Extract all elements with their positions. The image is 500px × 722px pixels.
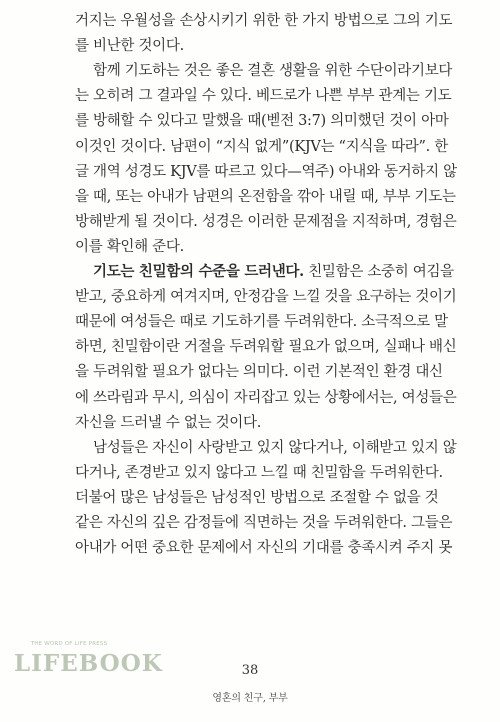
- text-line: [93, 260, 454, 284]
- line-remainder: 친밀함은 소중히 여김을: [303, 264, 454, 280]
- text-line: 는 오히려 그 결과일 수 있다. 베드로가 나쁜 부부 관계는 기도: [75, 88, 452, 105]
- text-line: 를 비난한 것이다.: [75, 38, 184, 55]
- watermark-tagline: THE WORD OF LIFE PRESS: [30, 641, 108, 647]
- text-line: 때문에 여성들은 때로 기도하기를 두려워한다. 소극적으로 말: [75, 314, 448, 331]
- text-line: 글 개역 성경도 KJV를 따르고 있다—역주) 아내와 동거하지 않: [75, 163, 457, 180]
- text-line: 더불어 많은 남성들은 남성적인 방법으로 조절할 수 없을 것: [75, 489, 439, 506]
- text-line: 에 쓰라림과 무시, 의심이 자리잡고 있는 상황에서는, 여성들은: [75, 389, 457, 406]
- text-line: 이를 확인해 준다.: [75, 238, 184, 255]
- text-line: 이것인 것이다. 남편이 “지식 없게”(KJV는 “지식을 따라”. 한: [75, 138, 448, 155]
- text-line: 거지는 우월성을 손상시키기 위한 한 가지 방법으로 그의 기도: [75, 13, 453, 29]
- text-line: 받고, 중요하게 여겨지며, 안정감을 느낄 것을 요구하는 것이기: [75, 289, 457, 306]
- watermark-logo-text: LIFEBOOK: [14, 650, 163, 677]
- text-line: 하면, 친밀함이란 거절을 두려워할 필요가 없으며, 실패나 배신: [75, 339, 457, 356]
- page-number: 38: [241, 663, 259, 678]
- text-line: 을 두려워할 필요가 없다는 의미다. 이런 기본적인 환경 대신: [75, 364, 443, 381]
- text-line: 방해받게 될 것이다. 성경은 이러한 문제점을 지적하며, 경험은: [75, 213, 457, 230]
- text-line: 을 때, 또는 아내가 남편의 온전함을 깎아 내릴 때, 부부 기도는: [75, 188, 456, 205]
- text-line: 아내가 어떤 중요한 문제에서 자신의 기대를 충족시켜 주지 못: [75, 540, 453, 557]
- text-line: 함께 기도하는 것은 좋은 결혼 생활을 위한 수단이라기보다: [93, 63, 453, 80]
- text-line: 자신을 드러낼 수 없는 것이다.: [75, 414, 262, 431]
- running-footer: 영혼의 친구, 부부: [212, 693, 288, 704]
- text-line: 같은 자신의 깊은 감정들에 직면하는 것을 두려워한다. 그들은: [75, 515, 453, 531]
- text-line: 다거나, 존경받고 있지 않다고 느낄 때 친밀함을 두려워한다.: [75, 464, 443, 481]
- text-line: 남성들은 자신이 사랑받고 있지 않다거나, 이해받고 있지 않: [93, 439, 457, 456]
- text-line: 를 방해할 수 있다고 말했을 때(벧전 3:7) 의미했던 것이 아마: [75, 113, 449, 130]
- emphasized-phrase: 기도는 친밀함의 수준을 드러낸다.: [93, 263, 304, 280]
